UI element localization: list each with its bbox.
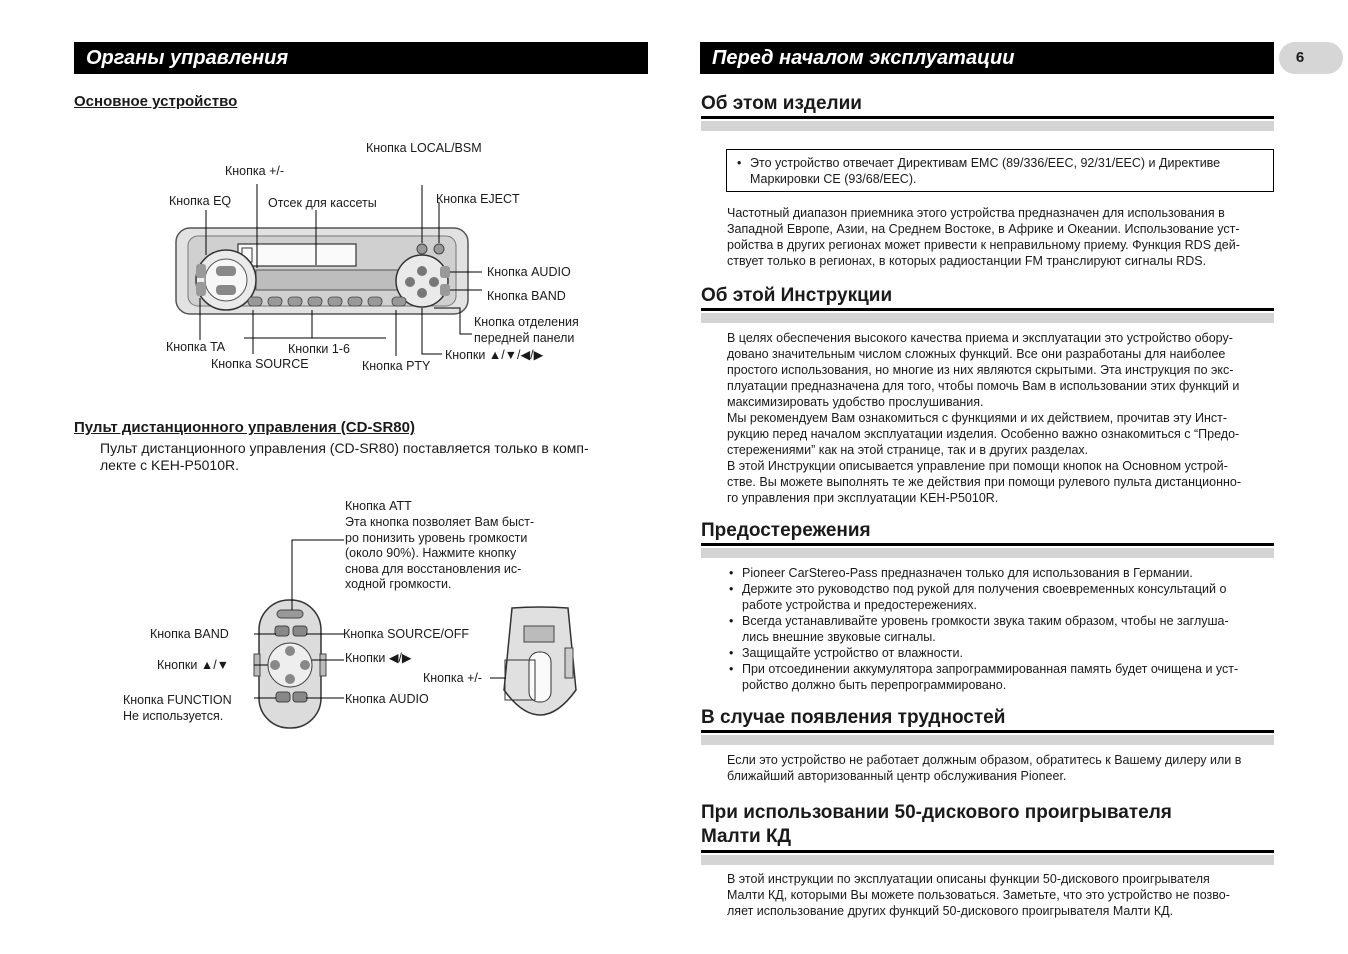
notice-line-2: Маркировки CE (93/68/EEC).	[750, 172, 917, 186]
label-pty: Кнопка PTY	[362, 359, 431, 373]
text-line: стережениями” как на этой странице, так и в других разделах.	[727, 443, 1089, 457]
list-item-line: • Держите это руководство под рукой для получения своевременных консультаций о	[742, 582, 1227, 596]
list-item-line: • Защищайте устройство от влажности.	[742, 646, 963, 660]
list-item-line: работе устройства и предостережениях.	[742, 598, 977, 612]
label-buttons-1-6: Кнопки 1-6	[288, 342, 350, 356]
label-remote-band: Кнопка BAND	[150, 627, 229, 641]
list-item	[727, 661, 1274, 693]
label-remote-source-off: Кнопка SOURCE/OFF	[343, 627, 470, 641]
label-local-bsm: Кнопка LOCAL/BSM	[366, 141, 482, 155]
divider	[701, 308, 1274, 311]
list-item-line: лись внешние звуковые сигналы.	[742, 630, 936, 644]
divider-bar	[701, 313, 1274, 323]
text-line: ляет использование других функций 50-дискового проигрывателя Малти КД.	[727, 904, 1174, 918]
list-item-line: • Pioneer CarStereo-Pass предназначен только для использования в Германии.	[742, 566, 1193, 580]
label-detach-2: передней панели	[474, 331, 575, 345]
label-detach-1: Кнопка отделения	[474, 315, 579, 329]
main-unit-heading: Основное устройство	[74, 93, 238, 110]
divider	[701, 116, 1274, 119]
text-line: Если это устройство не работает должным образом, обратитесь к Вашему дилеру или в	[727, 753, 1242, 767]
divider	[701, 543, 1274, 546]
page-number: 6	[1290, 48, 1310, 68]
about-product-text	[727, 205, 1274, 269]
text-line: ствует только в регионах, в которых радиостанции FM транслируют сигналы RDS.	[727, 254, 1207, 268]
section-title-multi-cd-2: Малти КД	[701, 826, 792, 847]
label-arrows: Кнопки ▲/▼/◀/▶	[445, 348, 544, 362]
list-item-line: • При отсоединении аккумулятора запрограммированная память будет очищена и уст-	[742, 662, 1239, 676]
text-line: ройства в других регионах может привести к неправильному приему. Функция RDS дей-	[727, 238, 1240, 252]
label-att-l4: снова для восстановления ис-	[345, 562, 522, 576]
divider-bar	[701, 735, 1274, 745]
divider-bar	[701, 548, 1274, 558]
section-title-about-manual: Об этой Инструкции	[701, 285, 893, 306]
remote-text-1: Пульт дистанционного управления (CD-SR80) поставляется только в комп-	[100, 440, 589, 456]
text-line: В целях обеспечения высокого качества приема и эксплуатации это устройство обору-	[727, 331, 1233, 345]
right-banner: Перед началом эксплуатации	[700, 42, 1274, 74]
label-remote-plus-minus: Кнопка +/-	[423, 671, 483, 685]
multi-cd-text	[727, 871, 1274, 919]
label-remote-audio: Кнопка AUDIO	[345, 692, 429, 706]
text-line: ближайший авторизованный центр обслуживания Pioneer.	[727, 769, 1067, 783]
label-remote-left-right: Кнопки ◀/▶	[345, 651, 412, 665]
label-remote-up-down: Кнопки ▲/▼	[157, 658, 230, 672]
text-line: стве. Вы можете выполнять те же действия при помощи рулевого пульта дистанционно-	[727, 475, 1242, 489]
section-title-troubleshooting: В случае появления трудностей	[701, 707, 1006, 728]
section-title-multi-cd-1: При использовании 50-дискового проигрывателя	[701, 802, 1172, 823]
divider-bar	[701, 855, 1274, 865]
label-att-l5: ходной громкости.	[345, 577, 452, 591]
about-manual-text	[727, 330, 1274, 506]
label-remote-function: Кнопка FUNCTION	[123, 693, 232, 707]
text-line: простого использования, но многие из них являются скрытыми. Эта инструкция по экс-	[727, 363, 1234, 377]
remote-heading: Пульт дистанционного управления (CD-SR80)	[74, 419, 415, 436]
section-title-about-product: Об этом изделии	[701, 93, 862, 114]
label-ta: Кнопка TA	[166, 340, 226, 354]
notice-box	[726, 149, 1274, 192]
divider	[701, 730, 1274, 733]
text-line: Мы рекомендуем Вам ознакомиться с функциями и их действием, прочитав эту Инст-	[727, 411, 1228, 425]
label-att-l3: (около 90%). Нажмите кнопку	[345, 546, 517, 560]
text-line: рукцию перед началом эксплуатации изделия. Особенно важно ознакомиться с “Предо-	[727, 427, 1240, 441]
list-item	[727, 581, 1274, 613]
label-cassette: Отсек для кассеты	[268, 196, 377, 210]
list-item-line: • Всегда устанавливайте уровень громкости звука таким образом, чтобы не заглуша-	[742, 614, 1229, 628]
notice-item	[735, 155, 1265, 187]
list-item	[727, 613, 1274, 645]
remote-text-2: лекте с KEH-P5010R.	[100, 457, 239, 473]
page-number-badge	[1279, 42, 1343, 74]
label-att-title: Кнопка ATT	[345, 499, 412, 513]
list-item	[727, 565, 1274, 581]
label-source: Кнопка SOURCE	[211, 357, 309, 371]
troubleshooting-text	[727, 752, 1274, 784]
divider	[701, 850, 1274, 853]
label-band: Кнопка BAND	[487, 289, 566, 303]
label-eject: Кнопка EJECT	[436, 192, 520, 206]
label-att-l2: ро понизить уровень громкости	[345, 531, 528, 545]
text-line: В этой Инструкции описывается управление при помощи кнопок на Основном устрой-	[727, 459, 1228, 473]
text-line: максимизировать удобство прослушивания.	[727, 395, 984, 409]
section-title-precautions: Предостережения	[701, 520, 871, 541]
label-att-l1: Эта кнопка позволяет Вам быст-	[345, 515, 535, 529]
list-item	[727, 645, 1274, 661]
label-plus-minus: Кнопка +/-	[225, 164, 285, 178]
text-line: Частотный диапазон приемника этого устройства предназначен для использования в	[727, 206, 1225, 220]
text-line: го управления при эксплуатации KEH-P5010R.	[727, 491, 999, 505]
text-line: В этой инструкции по эксплуатации описаны функции 50-дискового проигрывателя	[727, 872, 1210, 886]
list-item-line: ройство должно быть перепрограммировано.	[742, 678, 1007, 692]
text-line: довано значительным числом сложных функций. Все они разработаны для наиболее	[727, 347, 1226, 361]
notice-line-1: • Это устройство отвечает Директивам EMC (89/336/EEC, 92/31/EEC) и Директиве	[750, 156, 1221, 170]
text-line: Малти КД, которыми Вы можете пользоваться. Заметьте, что это устройство не позво-	[727, 888, 1230, 902]
label-eq: Кнопка EQ	[169, 194, 232, 208]
text-line: Западной Европе, Азии, на Среднем Востоке, в Африке и Океании. Использование уст-	[727, 222, 1240, 236]
text-line: плуатации предназначена для того, чтобы помочь Вам в использовании этих функций и	[727, 379, 1240, 393]
label-audio: Кнопка AUDIO	[487, 265, 571, 279]
label-remote-function-note: Не используется.	[123, 709, 224, 723]
precautions-list	[727, 565, 1274, 693]
left-banner: Органы управления	[74, 42, 648, 74]
divider-bar	[701, 121, 1274, 131]
